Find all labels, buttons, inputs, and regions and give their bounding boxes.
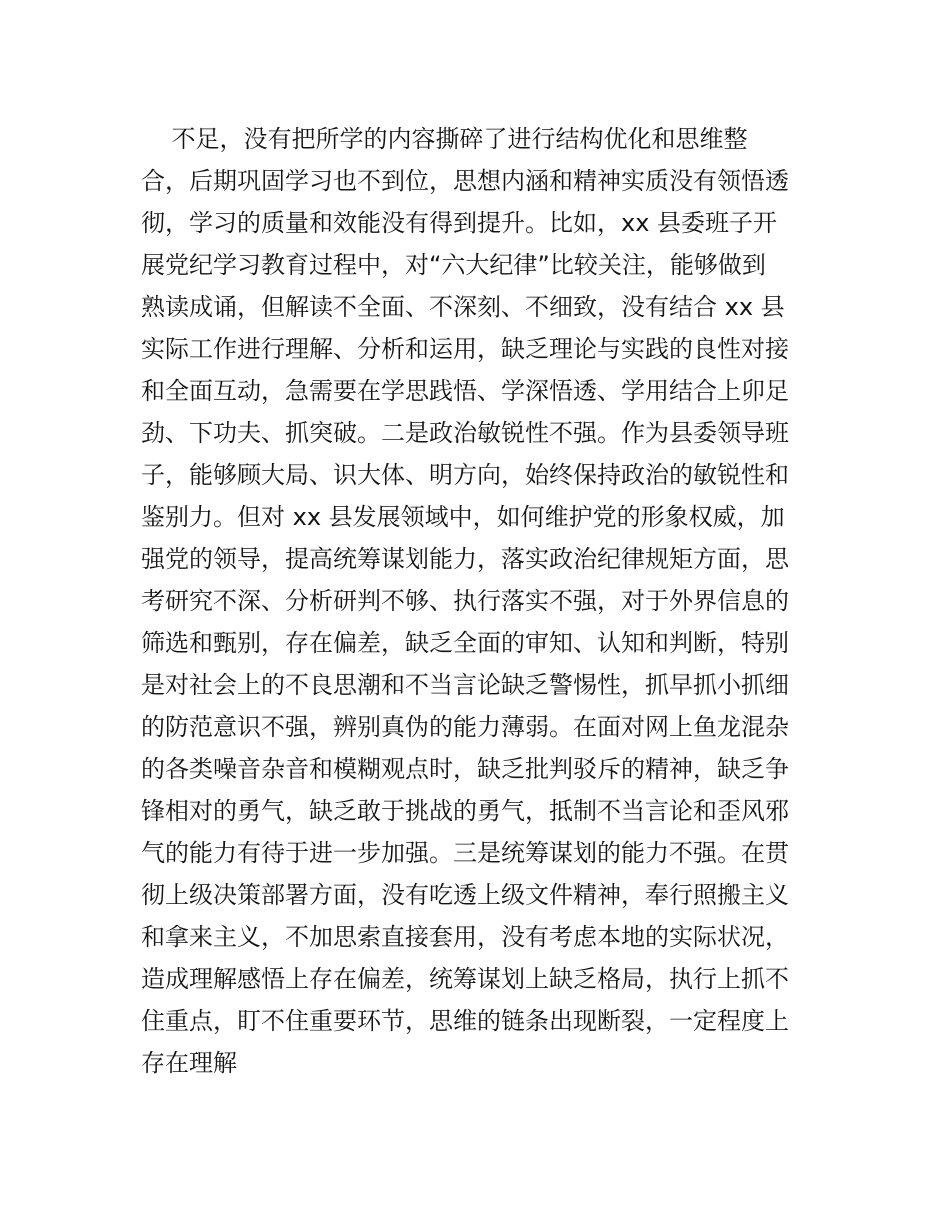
- text-line-4: 展党纪学习教育过程中，对“六大纪律”比较关注，能够做到: [141, 251, 766, 279]
- text-line-1: 不足，没有把所学的内容撕碎了进行结构优化和思维整: [141, 125, 748, 153]
- text-line-16: 的各类噪音杂音和模糊观点时，缺乏批判驳斥的精神，缺乏争: [141, 755, 789, 783]
- text-line-8: 劲、下功夫、抓突破。二是政治敏锐性不强。作为县委领导班: [141, 419, 789, 447]
- text-line-13: 筛选和甄别，存在偏差，缺乏全面的审知、认知和判断，特别: [141, 629, 789, 657]
- text-line-22: 住重点，盯不住重要环节，思维的链条出现断裂，一定程度上: [141, 1007, 789, 1035]
- text-line-17: 锋相对的勇气，缺乏敢于挑战的勇气，抵制不当言论和歪风邪: [141, 797, 789, 825]
- text-line-12: 考研究不深、分析研判不够、执行落实不强，对于外界信息的: [141, 587, 789, 615]
- text-line-14: 是对社会上的不良思潮和不当言论缺乏警惕性，抓早抓小抓细: [141, 671, 789, 699]
- text-line-18: 气的能力有待于进一步加强。三是统筹谋划的能力不强。在贯: [141, 839, 789, 867]
- text-line-21: 造成理解感悟上存在偏差，统筹谋划上缺乏格局，执行上抓不: [141, 965, 789, 993]
- text-line-2: 合，后期巩固学习也不到位，思想内涵和精神实质没有领悟透: [141, 167, 789, 195]
- text-line-9: 子，能够顾大局、识大体、明方向，始终保持政治的敏锐性和: [141, 461, 789, 489]
- text-line-23: 存在理解: [141, 1049, 237, 1077]
- text-line-7: 和全面互动，急需要在学思践悟、学深悟透、学用结合上卯足: [141, 377, 789, 405]
- text-line-11: 强党的领导，提高统筹谋划能力，落实政治纪律规矩方面，思: [141, 545, 789, 573]
- text-line-10: 鉴别力。但对 xx 县发展领域中，如何维护党的形象权威，加: [141, 503, 785, 531]
- text-line-5: 熟读成诵，但解读不全面、不深刻、不细致，没有结合 xx 县: [141, 293, 785, 321]
- text-line-20: 和拿来主义，不加思索直接套用，没有考虑本地的实际状况，: [141, 923, 789, 951]
- text-line-15: 的防范意识不强，辨别真伪的能力薄弱。在面对网上鱼龙混杂: [141, 713, 789, 741]
- text-line-6: 实际工作进行理解、分析和运用，缺乏理论与实践的良性对接: [141, 335, 789, 363]
- text-line-19: 彻上级决策部署方面，没有吃透上级文件精神，奉行照搬主义: [141, 881, 789, 909]
- text-line-3: 彻，学习的质量和效能没有得到提升。比如，xx 县委班子开: [141, 209, 778, 237]
